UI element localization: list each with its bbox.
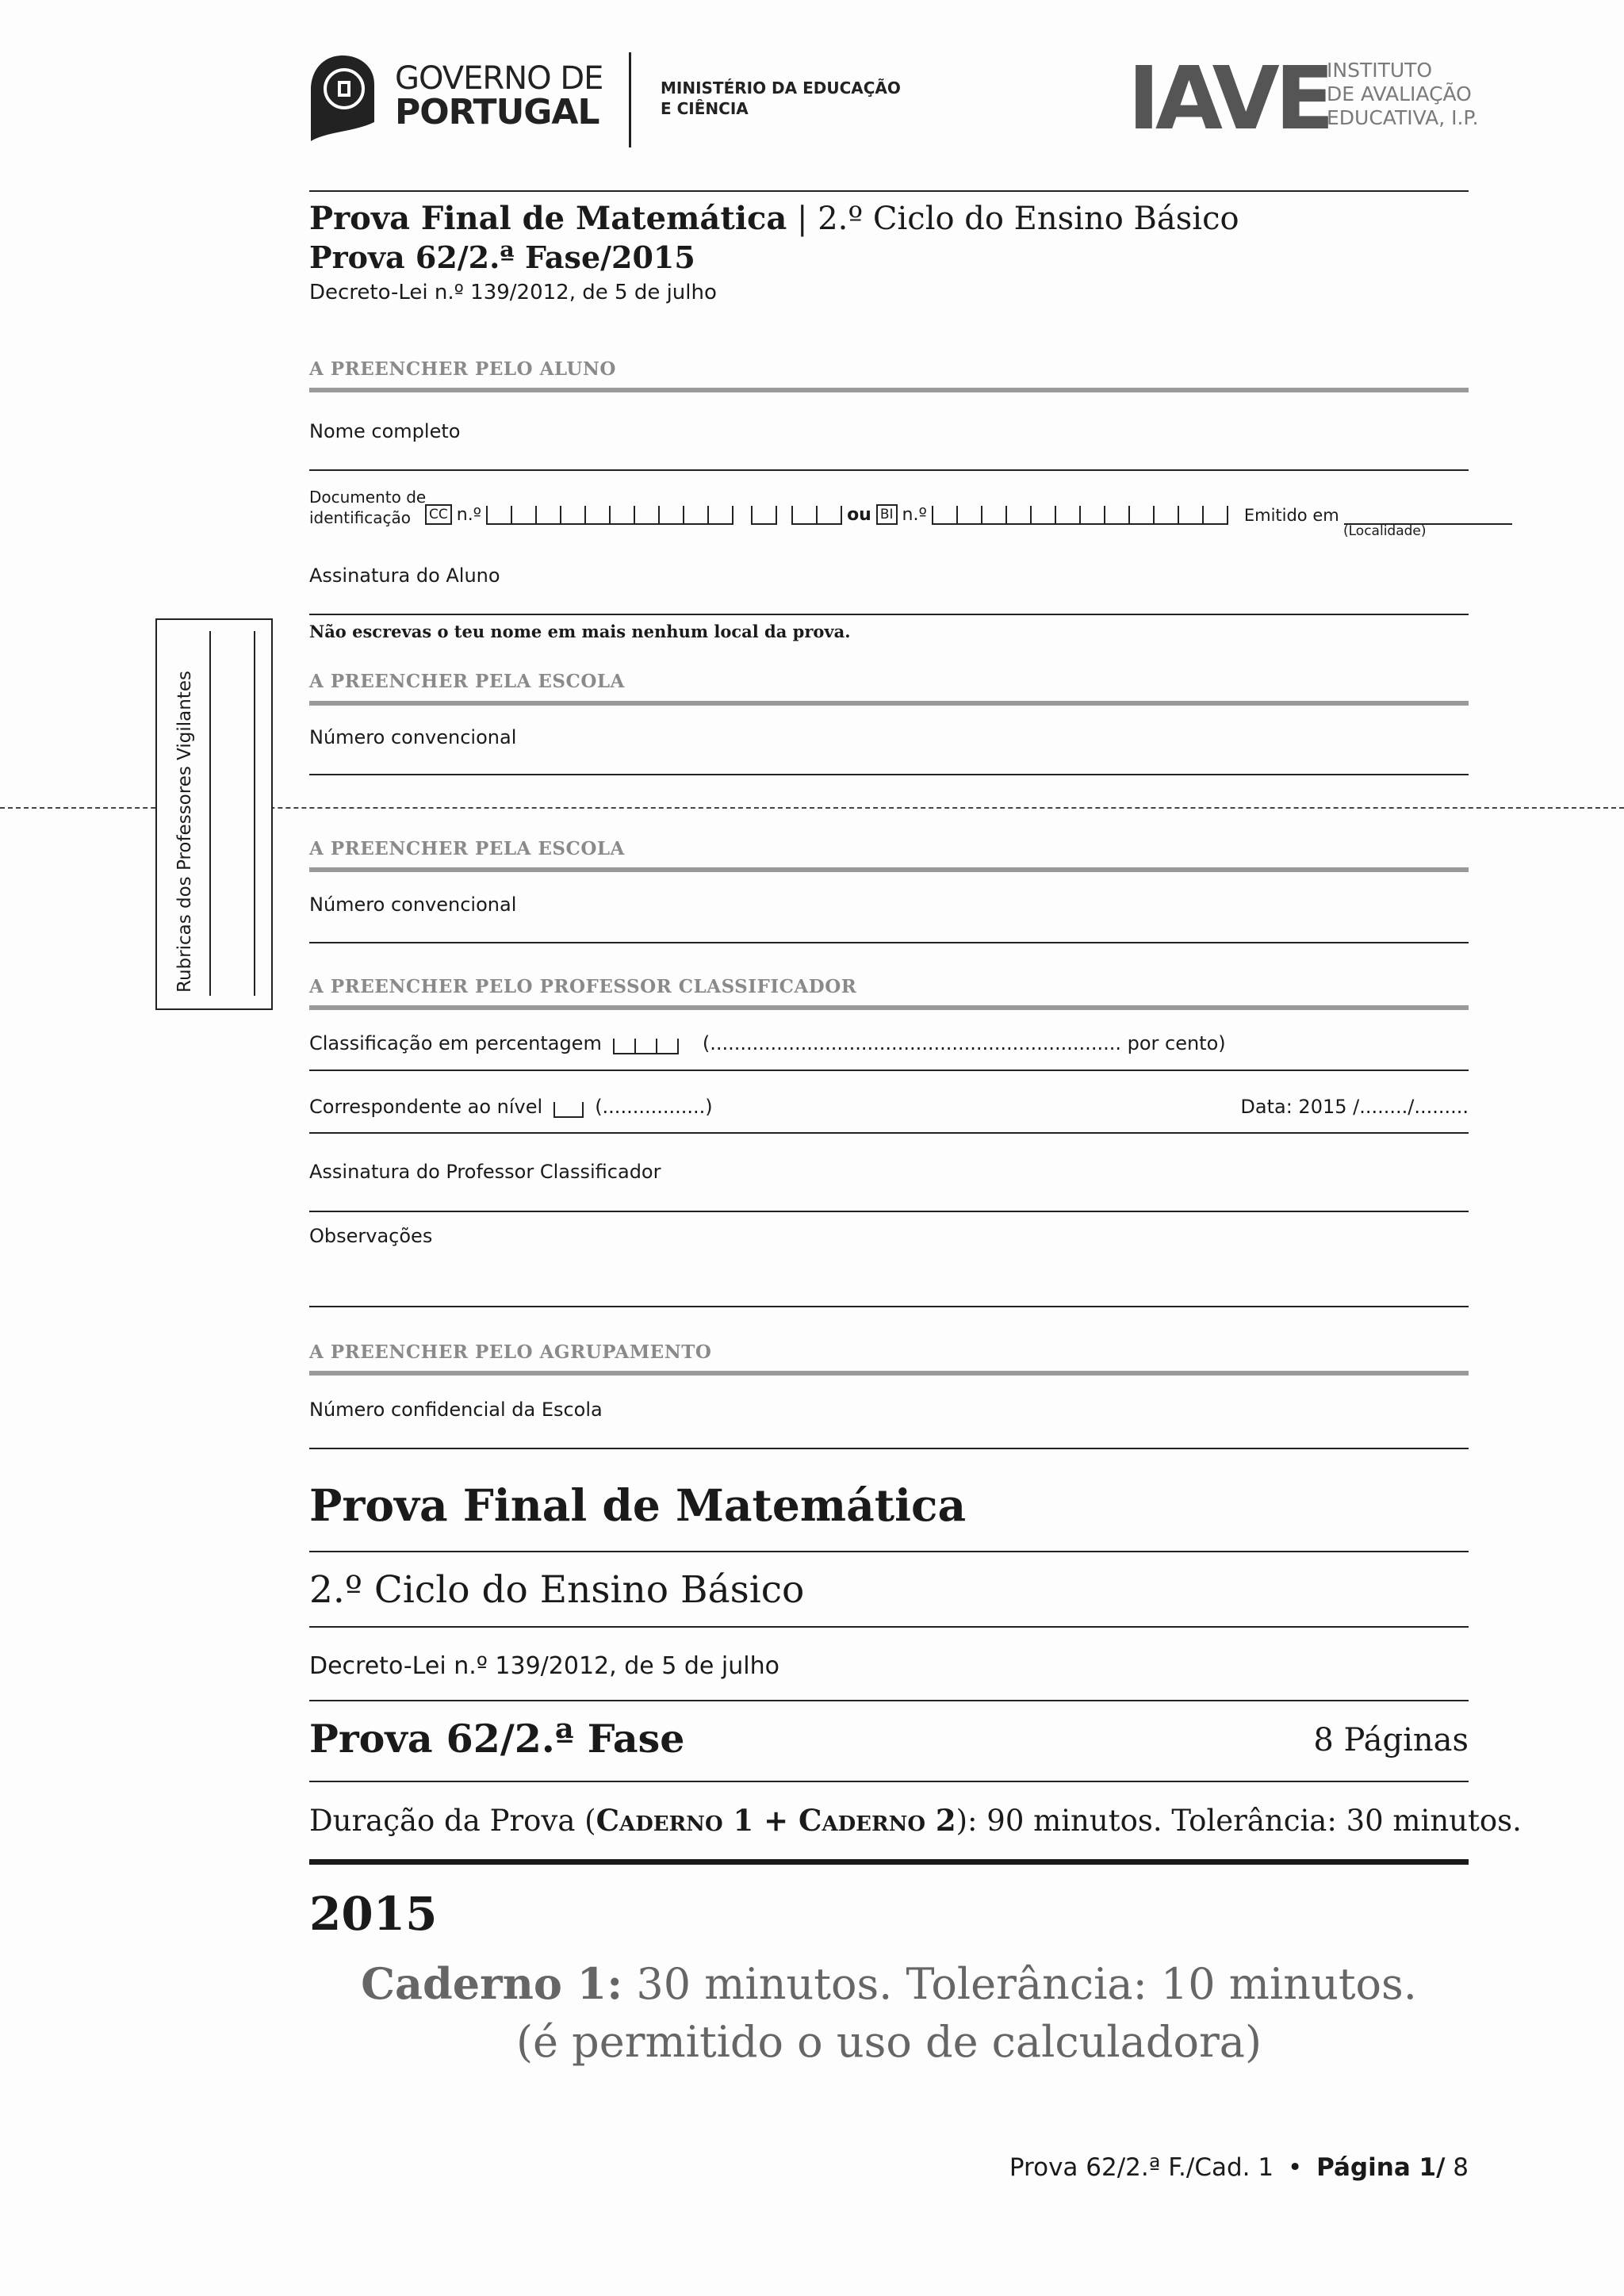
bi-number-boxes[interactable] [932,506,1228,525]
iave-line-1: INSTITUTO [1327,59,1433,82]
school-number-field-1[interactable] [309,774,1469,775]
name-warning: Não escrevas o teu nome em mais nenhum local da prova. [309,622,851,641]
document-label-line-2: identificação [309,508,411,527]
school-section-2-title: A PREENCHER PELA ESCOLA [309,838,625,859]
confidential-number-label: Número confidencial da Escola [309,1399,603,1421]
school-section-1-title: A PREENCHER PELA ESCOLA [309,671,625,692]
grader-signature-label: Assinatura do Professor Classificador [309,1161,661,1183]
full-name-label: Nome completo [309,420,461,442]
footer-bullet: • [1287,2153,1303,2182]
iave-logo: IAVE [1128,48,1330,149]
exam-code-rule [309,1781,1469,1782]
exam-header-line-2: Prova 62/2.ª Fase/2015 [309,239,695,275]
level-box[interactable] [553,1102,584,1118]
vigilantes-line-2[interactable] [254,631,255,996]
level-label: Correspondente ao nível [309,1096,543,1118]
student-signature-field[interactable] [309,614,1469,615]
grader-section-rule [309,1005,1469,1010]
school-number-label-1: Número convencional [309,726,517,748]
document-label [309,487,426,528]
percent-words: (.................................................................... por cento) [702,1032,1226,1054]
date-field[interactable]: Data: 2015 /......../......... [1240,1096,1469,1118]
exam-header-decree: Decreto-Lei n.º 139/2012, de 5 de julho [309,281,717,304]
vigilantes-label: Rubricas dos Professores Vigilantes [174,671,195,993]
id-document-fields [425,499,1512,525]
full-name-field[interactable] [309,469,1469,471]
school-section-1-rule [309,701,1469,706]
or-label: ou [847,505,871,525]
footer-exam-ref: Prova 62/2.ª F./Cad. 1 [1009,2153,1274,2182]
percent-rule [309,1070,1469,1071]
grader-section-title: A PREENCHER PELO PROFESSOR CLASSIFICADOR [309,976,857,997]
duration-suffix: ): 90 minutos. Tolerância: 30 minutos. [956,1804,1522,1838]
ministry-name [661,78,901,119]
header-rule [309,190,1469,192]
confidential-number-field[interactable] [309,1448,1469,1449]
booklet-time: 30 minutos. Tolerância: 10 minutos. [622,1959,1417,2009]
student-signature-label: Assinatura do Aluno [309,564,500,587]
cc-number-boxes[interactable] [486,506,733,525]
exam-header-title-bold: Prova Final de Matemática [309,200,787,237]
decree-line: Decreto-Lei n.º 139/2012, de 5 de julho [309,1652,779,1680]
school-section-2-rule [309,867,1469,872]
booklet-label: Caderno 1: [361,1958,623,2009]
portugal-shield-icon [308,52,377,147]
cc-version-boxes[interactable] [791,506,842,525]
document-label-line-1: Documento de [309,488,427,507]
vigilantes-line-1[interactable] [209,631,211,996]
decree-rule [309,1700,1469,1701]
page-footer [1009,2153,1469,2182]
title-rule [309,1551,1469,1552]
level-rule [309,1132,1469,1134]
main-title: Prova Final de Matemática [309,1479,967,1531]
calculator-note: (é permitido o uso de calculadora) [515,2017,1262,2067]
bi-tag: BI [876,504,898,525]
iave-line-2: DE AVALIAÇÃO [1327,82,1472,105]
level-row [309,1096,713,1118]
observations-field[interactable] [309,1306,1469,1307]
iave-name [1327,59,1479,130]
student-section-title: A PREENCHER PELO ALUNO [309,358,616,380]
iave-line-3: EDUCATIVA, I.P. [1327,106,1479,129]
group-section-rule [309,1371,1469,1376]
grader-signature-field[interactable] [309,1211,1469,1212]
bi-number-label: n.º [902,505,927,525]
gov-line-1: GOVERNO DE [395,60,603,97]
government-logo [308,52,625,147]
logo-divider [629,52,631,147]
ministry-line-2: E CIÊNCIA [661,99,749,118]
level-words: (.................) [595,1096,713,1118]
footer-page-number: Página 1/ [1316,2153,1446,2182]
cc-check-box[interactable] [751,506,777,525]
duration-booklets: Caderno 1 + Caderno 2 [596,1803,956,1838]
ministry-line-1: MINISTÉRIO DA EDUCAÇÃO [661,78,901,98]
exam-header-title-rest: | 2.º Ciclo do Ensino Básico [787,201,1239,237]
page-count: 8 Páginas [1313,1722,1469,1758]
observations-label: Observações [309,1225,433,1247]
cycle-title: 2.º Ciclo do Ensino Básico [309,1568,805,1612]
percent-boxes[interactable] [613,1039,679,1054]
footer-page-total: 8 [1445,2153,1469,2182]
student-section-rule [309,388,1469,392]
cc-tag: CC [425,504,452,525]
group-section-title: A PREENCHER PELO AGRUPAMENTO [309,1341,712,1363]
exam-header-title [309,200,1239,237]
exam-year: 2015 [309,1887,438,1941]
percent-label: Classificação em percentagem [309,1032,602,1054]
duration-prefix: Duração da Prova ( [309,1804,596,1838]
school-number-field-2[interactable] [309,942,1469,943]
cycle-rule [309,1626,1469,1628]
duration-rule [309,1859,1469,1865]
emitted-field[interactable] [1344,506,1512,525]
booklet-info [309,1958,1469,2009]
school-number-label-2: Número convencional [309,894,517,916]
cc-number-label: n.º [456,505,482,525]
duration-line [309,1803,1522,1838]
emitted-label: Emitido em [1243,506,1339,525]
exam-code: Prova 62/2.ª Fase [309,1716,685,1762]
percent-row [309,1032,1226,1054]
vigilantes-box [155,618,273,1010]
locality-hint: (Localidade) [1343,523,1427,539]
gov-line-2: PORTUGAL [395,92,599,132]
